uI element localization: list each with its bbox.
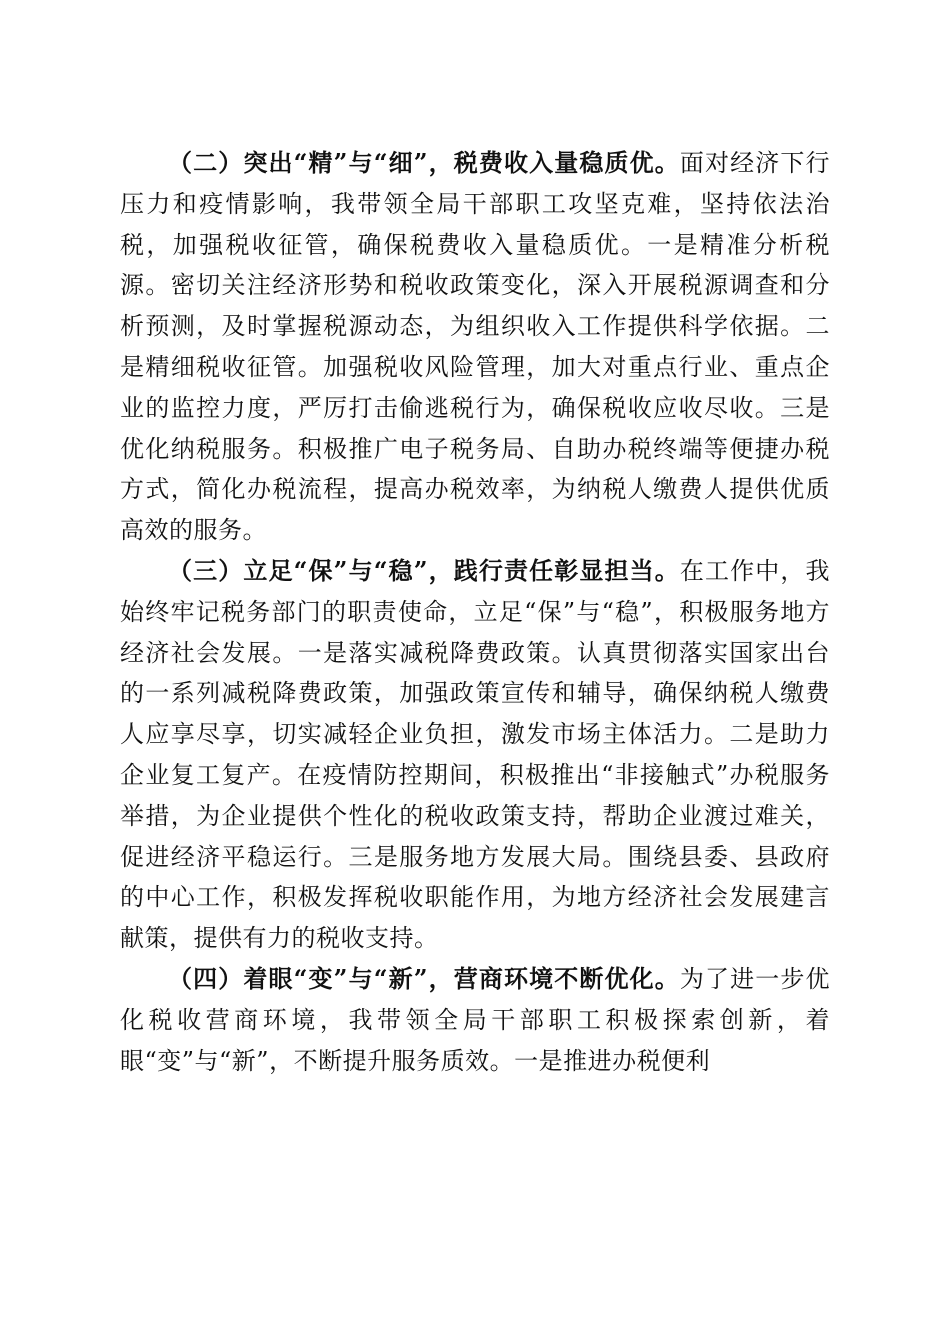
document-body <box>120 143 830 1081</box>
section-text: 在工作中，我始终牢记税务部门的职责使命，立足“保”与“稳”，积极服务地方经济社会发展。一是落实减税降费政策。认真贯彻落实国家出台的一系列减税降费政策，加强政策宣传和辅导，确保纳税人缴费人应享尽享，切实减轻企业负担，激发市场主体活力。二是助力企业复工复产。在疫情防控期间，积极推出“非接触式”办税服务举措，为企业提供个性化的税收政策支持，帮助企业渡过难关，促进经济平稳运行。三是服务地方发展大局。围绕县委、县政府的中心工作，积极发挥税收职能作用，为地方经济社会发展建言献策，提供有力的税收支持。 <box>120 556 831 953</box>
paragraph-section-2 <box>120 143 830 551</box>
section-heading: （三）立足“保”与“稳”，践行责任彰显担当。 <box>168 555 680 585</box>
paragraph-section-4 <box>120 959 830 1081</box>
section-heading: （二）突出“精”与“细”，税费收入量稳质优。 <box>168 148 680 177</box>
section-text: 为了进一步优化税收营商环境，我带领全局干部职工积极探索创新，着眼“变”与“新”，不断提升服务质效。一是推进办税便利 <box>120 964 831 1075</box>
section-text: 面对经济下行压力和疫情影响，我带领全局干部职工攻坚克难，坚持依法治税，加强税收征管，确保税费收入量稳质优。一是精准分析税源。密切关注经济形势和税收政策变化，深入开展税源调查和分析预测，及时掌握税源动态，为组织收入工作提供科学依据。二是精细税收征管。加强税收风险管理，加大对重点行业、重点企业的监控力度，严厉打击偷逃税行为，确保税收应收尽收。三是优化纳税服务。积极推广电子税务局、自助办税终端等便捷办税方式，简化办税流程，提高办税效率，为纳税人缴费人提供优质高效的服务。 <box>120 149 831 545</box>
section-heading: （四）着眼“变”与“新”，营商环境不断优化。 <box>168 963 680 993</box>
paragraph-section-3 <box>120 551 830 959</box>
